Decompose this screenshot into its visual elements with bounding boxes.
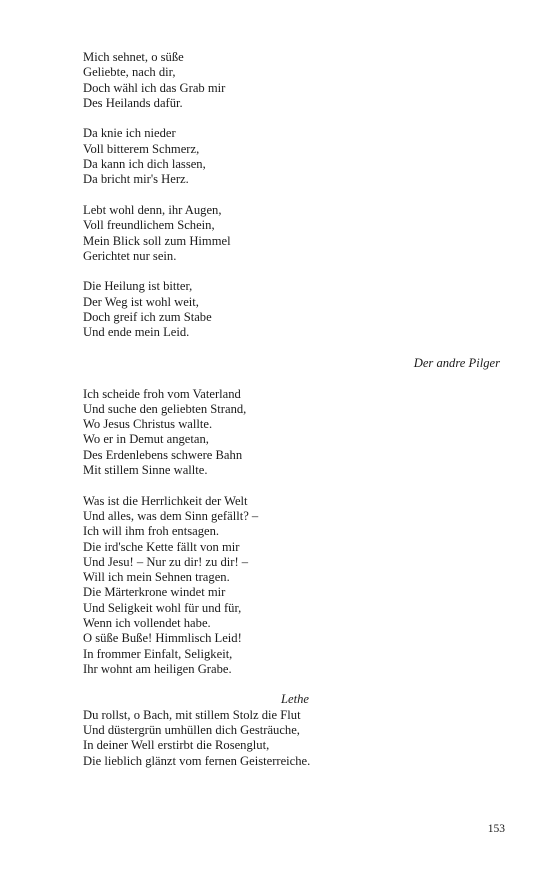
stanza bbox=[83, 203, 503, 264]
verse-line: Und ende mein Leid. bbox=[83, 325, 190, 340]
stanza bbox=[83, 126, 503, 187]
verse-line: Voll bitterem Schmerz, bbox=[83, 141, 200, 156]
verse-line: Lebt wohl denn, ihr Augen, bbox=[83, 202, 222, 217]
verse-line: In frommer Einfalt, Seligkeit, bbox=[83, 646, 233, 661]
verse-line: Will ich mein Sehnen tragen. bbox=[83, 570, 230, 585]
poem-3 bbox=[83, 692, 503, 768]
verse-line: Ihr wohnt am heiligen Grabe. bbox=[83, 661, 232, 676]
verse-line: In deiner Well erstirbt die Rosenglut, bbox=[83, 738, 270, 753]
verse-line: Mich sehnet, o süße bbox=[83, 50, 184, 64]
verse-line: Und Seligkeit wohl für und für, bbox=[83, 600, 242, 615]
verse-line: Des Erdenlebens schwere Bahn bbox=[83, 447, 243, 462]
verse-line: Wo Jesus Christus wallte. bbox=[83, 417, 213, 432]
stanza bbox=[83, 279, 503, 340]
verse-line: Und alles, was dem Sinn gefällt? – bbox=[83, 508, 259, 523]
verse-line: Gerichtet nur sein. bbox=[83, 248, 177, 263]
verse-line: Doch wähl ich das Grab mir bbox=[83, 80, 226, 95]
verse-line: Da kann ich dich lassen, bbox=[83, 157, 206, 172]
verse-line: Du rollst, o Bach, mit stillem Stolz die Flut bbox=[83, 707, 301, 722]
verse-line: Voll freundlichem Schein, bbox=[83, 218, 215, 233]
verse-line: Geliebte, nach dir, bbox=[83, 65, 176, 80]
verse-line: Des Heilands dafür. bbox=[83, 95, 183, 110]
poem-title: Lethe bbox=[281, 692, 309, 707]
page-number: 153 bbox=[487, 823, 505, 835]
verse-line: Und düstergrün umhüllen dich Gesträuche, bbox=[83, 723, 300, 738]
page-text bbox=[83, 50, 503, 784]
poem-2 bbox=[83, 356, 503, 677]
verse-line: Und suche den geliebten Strand, bbox=[83, 401, 247, 416]
verse-line: Mit stillem Sinne wallte. bbox=[83, 463, 208, 478]
verse-line: Was ist die Herrlichkeit der Welt bbox=[83, 493, 248, 508]
verse-line: Wo er in Demut angetan, bbox=[83, 432, 209, 447]
verse-line: Die Märterkrone windet mir bbox=[83, 585, 226, 600]
verse-line: Wenn ich vollendet habe. bbox=[83, 615, 211, 630]
verse-line: Die Heilung ist bitter, bbox=[83, 279, 193, 294]
verse-line: Ich will ihm froh entsagen. bbox=[83, 524, 220, 539]
stanza bbox=[83, 387, 503, 479]
verse-line: Die lieblich glänzt vom fernen Geisterreiche. bbox=[83, 753, 311, 768]
verse-line: Und Jesu! – Nur zu dir! zu dir! – bbox=[83, 554, 249, 569]
verse-line: Ich scheide froh vom Vaterland bbox=[83, 386, 241, 401]
stanza bbox=[83, 50, 503, 111]
verse-line: Da knie ich nieder bbox=[83, 126, 176, 141]
verse-line: Doch greif ich zum Stabe bbox=[83, 310, 212, 325]
verse-line: O süße Buße! Himmlisch Leid! bbox=[83, 631, 242, 646]
poem-title: Der andre Pilger bbox=[413, 355, 500, 370]
verse-line: Die ird'sche Kette fällt von mir bbox=[83, 539, 240, 554]
verse-line: Mein Blick soll zum Himmel bbox=[83, 233, 231, 248]
poem-1 bbox=[83, 50, 503, 341]
stanza bbox=[83, 708, 503, 769]
verse-line: Der Weg ist wohl weit, bbox=[83, 294, 199, 309]
verse-line: Da bricht mir's Herz. bbox=[83, 172, 189, 187]
stanza bbox=[83, 494, 503, 678]
